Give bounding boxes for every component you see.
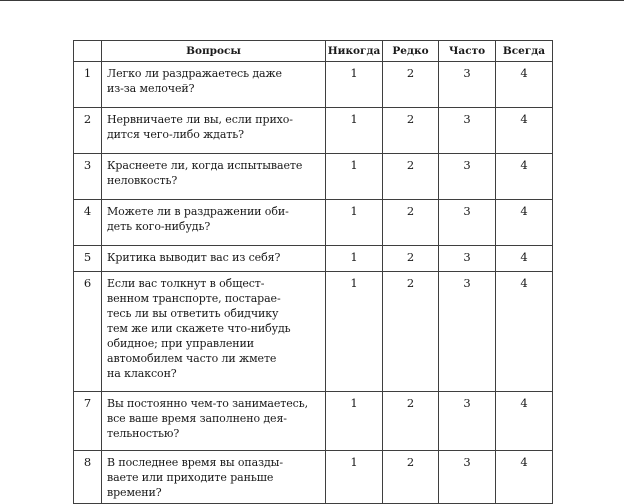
- table-row: [74, 200, 553, 246]
- question-number: 2: [74, 108, 102, 154]
- table-row: [74, 108, 553, 154]
- answer-often: 3: [439, 154, 496, 200]
- answer-rarely: 2: [383, 108, 439, 154]
- question-text-line: тельностью?: [107, 427, 180, 440]
- question-text-line: обидное; при управлении: [107, 337, 255, 350]
- question-text: [102, 451, 326, 504]
- question-text: [102, 62, 326, 108]
- answer-always: 4: [496, 272, 553, 392]
- question-text-line: Можете ли в раздражении оби-: [107, 205, 289, 218]
- answer-always: 4: [496, 200, 553, 246]
- answer-never: 1: [326, 108, 383, 154]
- header-rarely: Редко: [383, 41, 439, 62]
- answer-rarely: 2: [383, 62, 439, 108]
- table-row: [74, 451, 553, 504]
- table-row: [74, 272, 553, 392]
- question-text-line: Легко ли раздражаетесь даже: [107, 67, 282, 80]
- question-text: [102, 200, 326, 246]
- question-number: 5: [74, 246, 102, 272]
- table-row: [74, 154, 553, 200]
- answer-never: 1: [326, 246, 383, 272]
- question-text-line: Вы постоянно чем-то занимаетесь,: [107, 397, 309, 410]
- answer-always: 4: [496, 246, 553, 272]
- answer-rarely: 2: [383, 392, 439, 451]
- header-always: Всегда: [496, 41, 553, 62]
- question-text: [102, 154, 326, 200]
- header-row: [74, 41, 553, 62]
- table-row: [74, 246, 553, 272]
- answer-rarely: 2: [383, 246, 439, 272]
- table-row: [74, 62, 553, 108]
- answer-rarely: 2: [383, 272, 439, 392]
- top-rule: [0, 0, 624, 1]
- question-text-line: В последнее время вы опазды-: [107, 456, 283, 469]
- header-often: Часто: [439, 41, 496, 62]
- answer-often: 3: [439, 392, 496, 451]
- question-text-line: времени?: [107, 486, 162, 499]
- answer-never: 1: [326, 451, 383, 504]
- answer-never: 1: [326, 272, 383, 392]
- question-text-line: Критика выводит вас из себя?: [107, 251, 281, 264]
- header-number: [74, 41, 102, 62]
- answer-never: 1: [326, 392, 383, 451]
- answer-always: 4: [496, 154, 553, 200]
- question-text-line: Нервничаете ли вы, если прихо-: [107, 113, 293, 126]
- question-text-line: Краснеете ли, когда испытываете: [107, 159, 303, 172]
- answer-never: 1: [326, 200, 383, 246]
- answer-often: 3: [439, 200, 496, 246]
- question-text: [102, 246, 326, 272]
- question-text-line: дится чего-либо ждать?: [107, 128, 244, 141]
- answer-never: 1: [326, 62, 383, 108]
- question-text: [102, 272, 326, 392]
- question-text-line: на клаксон?: [107, 367, 177, 380]
- answer-always: 4: [496, 392, 553, 451]
- question-number: 1: [74, 62, 102, 108]
- question-number: 3: [74, 154, 102, 200]
- question-text-line: все ваше время заполнено дея-: [107, 412, 287, 425]
- question-text-line: венном транспорте, постарае-: [107, 292, 281, 305]
- answer-rarely: 2: [383, 154, 439, 200]
- answer-always: 4: [496, 62, 553, 108]
- question-text-line: тесь ли вы ответить обидчику: [107, 307, 279, 320]
- answer-often: 3: [439, 62, 496, 108]
- question-number: 6: [74, 272, 102, 392]
- header-questions: Вопросы: [102, 41, 326, 62]
- question-text-line: неловкость?: [107, 174, 178, 187]
- answer-always: 4: [496, 108, 553, 154]
- question-text: [102, 392, 326, 451]
- question-text-line: деть кого-нибудь?: [107, 220, 211, 233]
- answer-always: 4: [496, 451, 553, 504]
- question-text-line: тем же или скажете что-нибудь: [107, 322, 291, 335]
- answer-often: 3: [439, 246, 496, 272]
- questionnaire-table: [73, 40, 553, 504]
- answer-rarely: 2: [383, 451, 439, 504]
- answer-never: 1: [326, 154, 383, 200]
- header-never: Никогда: [326, 41, 383, 62]
- question-text-line: Если вас толкнут в общест-: [107, 277, 265, 290]
- question-number: 7: [74, 392, 102, 451]
- question-number: 4: [74, 200, 102, 246]
- answer-often: 3: [439, 272, 496, 392]
- question-text-line: из-за мелочей?: [107, 82, 195, 95]
- question-text-line: ваете или приходите раньше: [107, 471, 274, 484]
- answer-rarely: 2: [383, 200, 439, 246]
- table-row: [74, 392, 553, 451]
- question-text-line: автомобилем часто ли жмете: [107, 352, 277, 365]
- answer-often: 3: [439, 451, 496, 504]
- question-text: [102, 108, 326, 154]
- answer-often: 3: [439, 108, 496, 154]
- question-number: 8: [74, 451, 102, 504]
